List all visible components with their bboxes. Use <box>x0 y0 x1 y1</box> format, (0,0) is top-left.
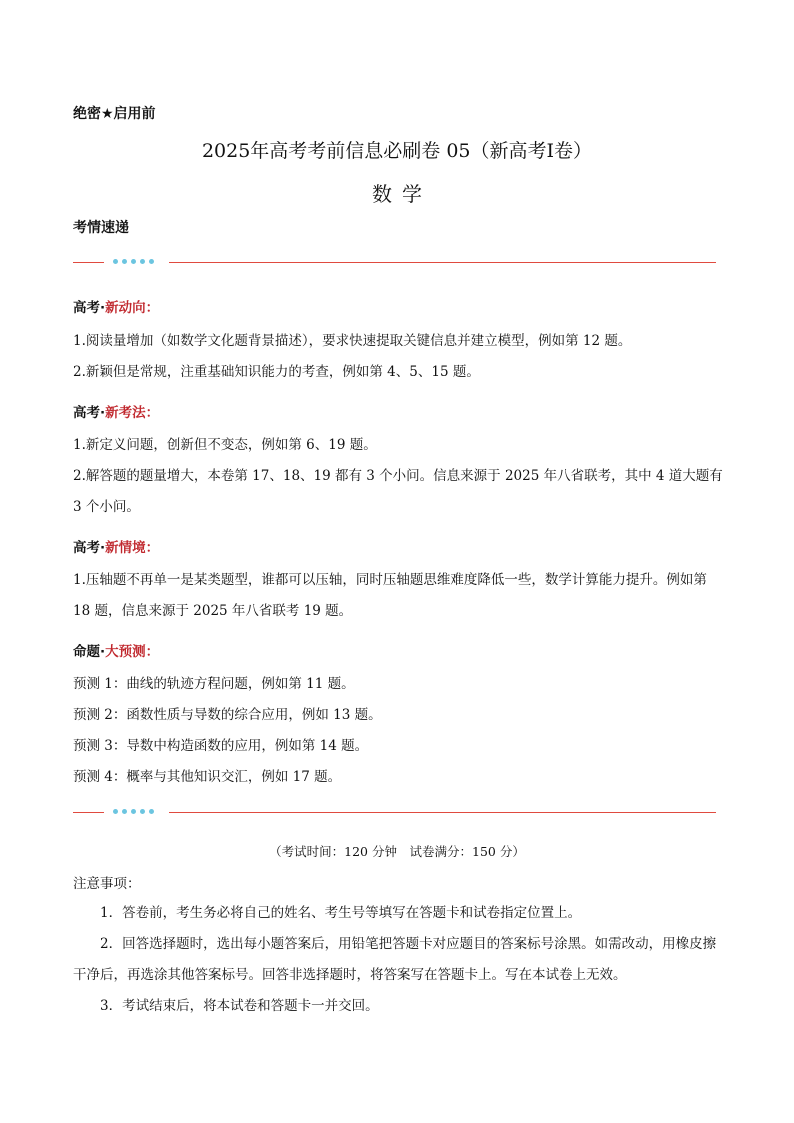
divider-line-left <box>73 262 104 263</box>
section-title: 考情速递 <box>73 220 129 236</box>
divider-dot <box>131 259 136 264</box>
divider-dot <box>113 809 118 814</box>
section-prefix: 高考· <box>73 405 106 421</box>
top-divider <box>73 258 716 268</box>
section-prefix: 命题· <box>73 644 106 660</box>
notice-item: 3．考试结束后，将本试卷和答题卡一并交回。 <box>100 998 379 1014</box>
confidential-label: 绝密★启用前 <box>73 106 156 122</box>
section-highlight: 新情境： <box>105 540 160 556</box>
section-line: 2.新颖但是常规，注重基础知识能力的考查，例如第 4、5、15 题。 <box>73 364 480 380</box>
divider-dot <box>149 809 154 814</box>
divider-dots <box>113 809 154 817</box>
paper-title: 2025年高考考前信息必刷卷 05（新高考Ⅰ卷） <box>201 140 593 162</box>
section-line: 预测 2：函数性质与导数的综合应用，例如 13 题。 <box>73 707 382 723</box>
section-line: 1.压轴题不再单一是某类题型，谁都可以压轴，同时压轴题思维难度降低一些，数学计算能力提升。例如第 18 题，信息来源于 2025 年八省联考 19 题。 <box>73 572 707 619</box>
section-highlight: 新考法： <box>105 405 160 421</box>
section-heading-prediction <box>73 640 159 660</box>
divider-dots <box>113 259 154 267</box>
section-prefix: 高考· <box>73 300 106 316</box>
exam-info: （考试时间：120 分钟 试卷满分：150 分） <box>269 844 525 859</box>
section-line: 1.新定义问题，创新但不变态，例如第 6、19 题。 <box>73 437 377 453</box>
subject-title: 数学 <box>372 182 432 206</box>
section-body-new-method <box>73 430 723 523</box>
divider-dot <box>140 809 145 814</box>
section-line: 预测 3：导数中构造函数的应用，例如第 14 题。 <box>73 738 369 754</box>
section-heading-new-context <box>73 536 159 556</box>
section-body-prediction <box>73 669 723 793</box>
divider-dot <box>113 259 118 264</box>
divider-dot <box>122 259 127 264</box>
divider-line-right <box>169 812 716 813</box>
bottom-divider <box>73 808 716 818</box>
section-line: 1.阅读量增加（如数学文化题背景描述），要求快速提取关键信息并建立模型，例如第 12 题。 <box>73 333 632 349</box>
divider-dot <box>140 259 145 264</box>
notice-item: 2．回答选择题时，选出每小题答案后，用铅笔把答题卡对应题目的答案标号涂黑。如需改动，用橡皮擦干净后，再选涂其他答案标号。回答非选择题时，将答案写在答题卡上。写在本试卷上无效。 <box>73 936 717 983</box>
section-heading-new-method <box>73 401 159 421</box>
section-heading-new-trend <box>73 296 159 316</box>
section-line: 预测 4：概率与其他知识交汇，例如 17 题。 <box>73 769 342 785</box>
section-line: 2.解答题的题量增大，本卷第 17、18、19 都有 3 个小问。信息来源于 2025 年八省联考，其中 4 道大题有 3 个小问。 <box>73 468 723 515</box>
section-highlight: 新动向： <box>105 300 160 316</box>
notice-item: 1．答卷前，考生务必将自己的姓名、考生号等填写在答题卡和试卷指定位置上。 <box>100 905 582 921</box>
section-prefix: 高考· <box>73 540 106 556</box>
divider-dot <box>131 809 136 814</box>
divider-line-left <box>73 812 104 813</box>
section-body-new-context <box>73 565 723 627</box>
divider-dot <box>149 259 154 264</box>
notice-list <box>73 898 723 1022</box>
section-highlight: 大预测： <box>105 644 160 660</box>
divider-line-right <box>169 262 716 263</box>
divider-dot <box>122 809 127 814</box>
section-line: 预测 1：曲线的轨迹方程问题，例如第 11 题。 <box>73 676 355 692</box>
notice-title: 注意事项： <box>73 876 141 892</box>
section-body-new-trend <box>73 326 723 388</box>
